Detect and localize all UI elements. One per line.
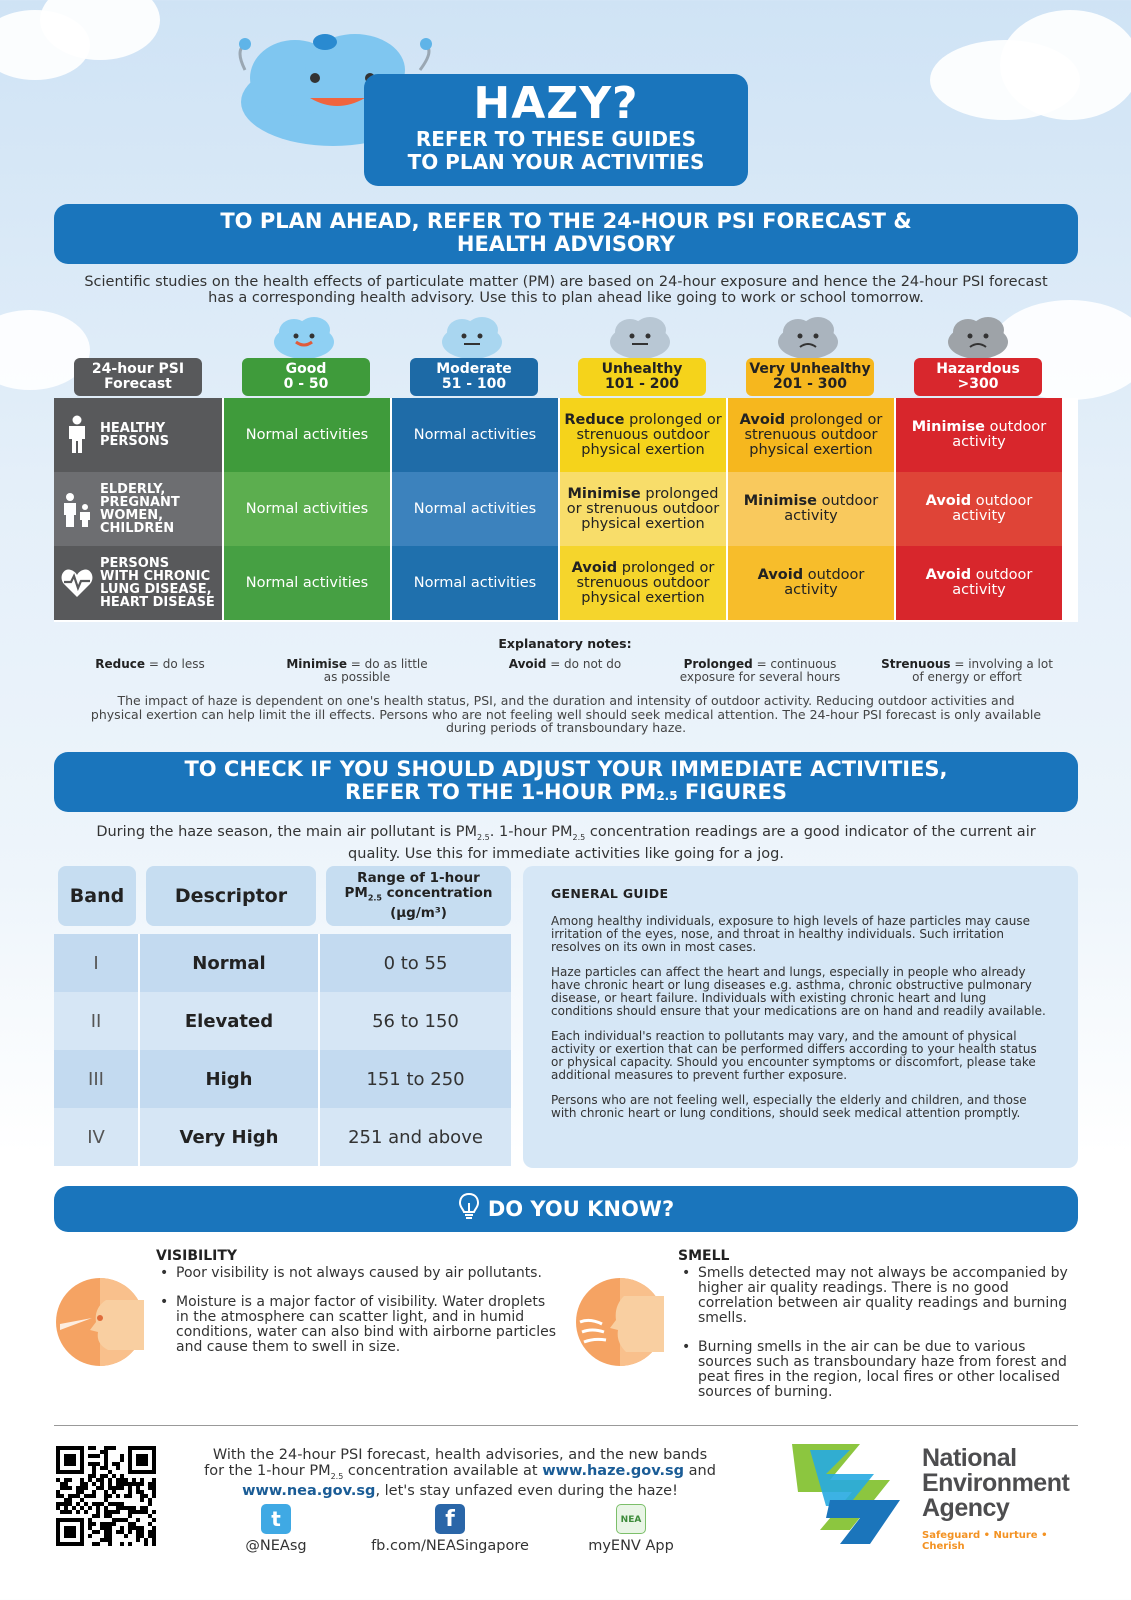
impact-line1: The impact of haze is dependent on one's health status, PSI, and the duration and intensity of outdoor activity. Reducing outdoor activities and [117,693,1015,708]
footer-text [190,1448,730,1499]
section2-title-line2 [54,781,1078,808]
advisory-keyword: Minimise [911,419,985,435]
section2-title-sub: 2.5 [656,789,678,803]
lightbulb-icon [458,1192,480,1227]
group-label-line: ELDERLY, [100,482,166,497]
pm-range: 56 to 150 [372,1010,459,1032]
pm-table-row [54,934,511,992]
section1-intro-line1: Scientific studies on the health effects of particulate matter (PM) are based on 24-hour exposure and hence the 24-hour PSI forecast [84,274,1048,290]
advisory-text [246,576,368,591]
section2-title-line2-suffix: FIGURES [677,780,787,804]
general-guide-paragraph: Among healthy individuals, exposure to high levels of haze particles may cause irritation of the eyes, nose, and throat in healthy individuals. Such irritation resolves on its own in most cases. [551,914,1031,954]
visibility-point: • Poor visibility is not always caused by air pollutants. [156,1266,556,1281]
group-label-line: LUNG DISEASE, [100,582,212,597]
advisory-rest: outdoor activity [952,419,1047,450]
twitter-icon: t [261,1504,291,1534]
advisory-cell [224,472,390,546]
note-def: = continuous [752,657,837,671]
footer-divider [54,1425,1078,1426]
advisory-text [414,502,536,517]
advisory-cell [728,472,894,546]
advisory-text [246,502,368,517]
general-guide-panel [523,866,1078,1168]
band-name: Hazardous [936,361,1020,377]
advisory-cell [560,398,726,472]
footer-line2-c: and [684,1462,716,1479]
advisory-text [564,413,722,458]
group-label [54,546,222,620]
general-guide-paragraph: Haze particles can affect the heart and lungs, especially in people who already have chronic heart or lung diseases e.g. asthma, chronic obstructive pulmonary disease, or heart failure. Individuals with existing chronic heart and lung conditions should ensure that your medications are on hand and readily available. [551,965,1046,1018]
footer-line2-b: concentration available at [343,1462,543,1479]
section1-intro-line2: has a corresponding health advisory. Use this to plan ahead like going to work or school tomorrow. [208,290,924,306]
band-range: 201 - 300 [772,376,847,392]
note-term: Strenuous [881,657,951,671]
pm-header-band-label: Band [69,885,125,907]
band-face-icon [272,312,336,360]
section1-banner [54,204,1078,264]
band-header-moderate [410,358,538,396]
intro-c: concentration readings are a good indicator of the current air [585,824,1036,840]
band-name: Moderate [436,361,512,377]
pm-band: IV [54,1108,140,1166]
pm-header-range-line3: (µg/m³) [390,904,447,921]
group-label-line: PREGNANT [100,495,180,510]
advisory-cell [560,472,726,546]
pm-descriptor: High [140,1050,320,1108]
pm-band: I [54,934,140,992]
advisory-rest: outdoor activity [952,567,1033,598]
page-title: HAZY? [473,78,639,129]
advisory-rest: Normal activities [245,500,369,517]
band-name: Unhealthy [601,361,683,377]
band-range: >300 [957,376,999,392]
pm-descriptor: Normal [140,934,320,992]
logo-line1: National [922,1444,1017,1472]
band-face-icon [608,312,672,360]
section3-banner [54,1186,1078,1232]
qr-code[interactable] [56,1446,156,1546]
impact-line3: during periods of transboundary haze. [445,720,687,735]
general-guide-paragraph: Each individual's reaction to pollutants may vary, and the amount of physical activity or exertion that can be performed differs according to your health status or physical capacity. Should you encounter symptoms or discomfort, please take additional measures to prevent further exposure. [551,1029,1037,1082]
pm-header-pm: PM [344,885,368,902]
note-def: = do as little [346,657,428,671]
general-guide-paragraphs [551,915,1050,1120]
nea-logo [790,1440,1080,1550]
note-def: = involving a lot [950,657,1053,671]
visibility-title: VISIBILITY [156,1248,238,1264]
nea-link[interactable]: www.nea.gov.sg [242,1482,376,1499]
note-def: = do not do [546,657,622,671]
twitter-link[interactable] [236,1504,316,1554]
impact-text [54,694,1078,735]
band-range: 51 - 100 [441,376,507,392]
advisory-rest: Normal activities [245,574,369,591]
pm-range: 0 to 55 [383,952,448,974]
impact-line2: physical exertion can help limit the ill effects. Persons who are not feeling well should seek medical attention. The 24-hour PSI forecast is only available [90,706,1042,722]
pm-descriptor: Very High [140,1108,320,1166]
footer-line2-a: for the 1-hour PM [204,1462,331,1479]
pm-table [54,866,511,1168]
band-range: 0 - 50 [283,376,329,392]
advisory-text [564,561,722,606]
haze-link[interactable]: www.haze.gov.sg [542,1462,685,1479]
facebook-icon: f [435,1504,465,1534]
advisory-cell [392,472,558,546]
intro-sub2: 2.5 [572,832,586,842]
psi-forecast-header [74,358,202,396]
advisory-cell [896,398,1062,472]
smell-point: • Burning smells in the air can be due to various sources such as transboundary haze from forest and peat fires in the region, local fires or other localised sources of burning. [678,1340,1078,1400]
pm-table-row [54,1108,511,1166]
advisory-keyword: Minimise [567,485,641,502]
advisory-cell [224,398,390,472]
band-range: 101 - 200 [604,376,679,392]
smell-icon [576,1278,664,1366]
group-label-line: WOMEN, [100,508,164,523]
logo-tagline: Safeguard • Nurture • Cherish [922,1530,1048,1552]
intro-b: . 1-hour PM [489,824,573,840]
advisory-cell [392,398,558,472]
band-header-very-unhealthy [746,358,874,396]
pm-header-range-line1: Range of 1-hour [357,870,480,887]
advisory-keyword: Reduce [564,411,625,428]
note-strenuous [862,658,1072,684]
advisory-rest: prolonged or strenuous outdoor physical exertion [566,485,720,532]
pm-table-row [54,992,511,1050]
group-label-text [100,557,215,609]
band-name: Good [285,361,327,377]
intro-a: During the haze season, the main air pollutant is PM [96,824,478,840]
section2-title-line1: TO CHECK IF YOU SHOULD ADJUST YOUR IMMEDIATE ACTIVITIES, [184,757,948,781]
group-label-line: PERSONS [100,434,170,449]
section1-intro [54,274,1078,306]
pm-header-band [58,866,136,926]
advisory-rest: Normal activities [245,426,369,443]
pm-header-conc: concentration [381,885,493,902]
note-def-line2: exposure for several hours [679,670,841,684]
advisory-keyword: Avoid [739,411,786,428]
section2-banner [54,752,1078,812]
smell-title: SMELL [678,1248,730,1264]
pm-band: III [54,1050,140,1108]
visibility-point: • Moisture is a major factor of visibility. Water droplets in the atmosphere can scatter light, and in humid conditions, water can also bind with airborne particles and cause them to swell in size. [156,1295,556,1355]
note-line [440,658,690,671]
pm-range: 151 to 250 [366,1068,465,1090]
myenv-app-label: myENV App [588,1538,674,1554]
twitter-handle: @NEAsg [245,1538,307,1554]
advisory-rest: outdoor activity [952,493,1033,524]
band-face-icon [776,312,840,360]
advisory-keyword: Avoid [925,567,972,583]
advisory-cell [392,546,558,620]
footer-line3-rest: , let's stay unfazed even during the haze! [375,1482,678,1499]
note-term: Avoid [508,657,547,671]
advisory-keyword: Minimise [743,493,817,509]
heart-pulse-icon [54,567,100,599]
cloud-decoration [1000,10,1131,120]
pm-header-range [326,866,511,926]
advisory-text [414,428,536,443]
advisory-cell [896,472,1062,546]
psi-header-line1: 24-hour PSI [91,361,185,377]
general-guide-paragraph: Persons who are not feeling well, especially the elderly and children, and those with chronic heart or lung conditions, should seek medical attention promptly. [551,1093,1027,1120]
advisory-text [732,413,890,458]
note-def: = do less [145,657,205,671]
footer-line2-sub: 2.5 [330,1471,344,1481]
advisory-rest: outdoor activity [784,493,879,524]
band-face-icon [946,312,1010,360]
group-label-line: HEART DISEASE [100,595,215,610]
footer-line3 [190,1484,730,1500]
advisory-rest: prolonged or strenuous outdoor physical exertion [576,411,722,458]
advisory-text [564,487,722,532]
family-icon [54,489,100,529]
pm-header-sub: 2.5 [367,893,382,903]
advisory-keyword: Avoid [571,559,618,576]
group-label-line: PERSONS [100,556,170,571]
title-box [364,74,748,186]
note-def-line2: as possible [323,670,391,684]
band-header-unhealthy [578,358,706,396]
advisory-rest: Normal activities [413,426,537,443]
advisory-text [414,576,536,591]
group-label-line: WITH CHRONIC [100,569,211,584]
section2-title-line2-text: REFER TO THE 1-HOUR PM [345,780,657,804]
smell-block [678,1248,1078,1414]
note-prolonged [660,658,860,684]
note-term: Reduce [95,657,146,671]
group-label-line: HEALTHY [100,421,166,436]
advisory-text [900,420,1058,450]
notes-title: Explanatory notes: [498,636,632,651]
general-guide-title: GENERAL GUIDE [551,886,669,901]
person-icon [54,415,100,455]
note-line [60,658,240,671]
smell-point: • Smells detected may not always be accompanied by higher air quality readings. There is no good correlation between air quality readings and burning smells. [678,1266,1078,1326]
advisory-text [900,494,1058,524]
advisory-cell [560,546,726,620]
pm-descriptor: Elevated [140,992,320,1050]
advisory-cell [224,546,390,620]
note-term: Minimise [286,657,347,671]
visibility-icon [56,1278,144,1366]
footer-line1: With the 24-hour PSI forecast, health advisories, and the new bands [212,1447,708,1463]
pm-table-row [54,1050,511,1108]
note-minimise [252,658,462,684]
advisory-rest: Normal activities [413,574,537,591]
note-def-line2: of energy or effort [912,670,1022,684]
nea-logo-text [922,1446,1069,1521]
intro-sub1: 2.5 [477,832,490,842]
group-label-line: CHILDREN [100,521,175,536]
advisory-keyword: Avoid [757,567,804,583]
section3-title: DO YOU KNOW? [487,1197,675,1221]
pm-header-descriptor-label: Descriptor [174,885,288,907]
page-subtitle-line2: TO PLAN YOUR ACTIVITIES [407,150,705,174]
band-name: Very Unhealthy [749,361,871,377]
facebook-handle: fb.com/NEASingapore [371,1538,529,1554]
section2-intro [54,824,1078,862]
section1-title-line2: HEALTH ADVISORY [456,232,676,256]
advisory-keyword: Avoid [925,493,972,509]
advisory-text [732,568,890,598]
footer-line2 [190,1464,730,1484]
pm-header-range-line2 [344,886,492,906]
section2-intro-line1 [54,824,1078,846]
note-reduce [60,658,240,671]
advisory-rest: outdoor activity [784,567,865,598]
advisory-cell [728,398,894,472]
group-label-text [100,422,169,448]
advisory-cell [896,546,1062,620]
section1-title-line1: TO PLAN AHEAD, REFER TO THE 24-HOUR PSI FORECAST & [220,209,912,233]
section2-intro-line2: quality. Use this for immediate activities like going for a jog. [348,845,784,862]
myenv-app-icon: NEA [616,1504,646,1534]
logo-line2: Environment [922,1469,1070,1497]
advisory-rest: prolonged or strenuous outdoor physical exertion [744,411,883,458]
visibility-block [156,1248,556,1369]
advisory-rest: prolonged or strenuous outdoor physical exertion [576,559,715,606]
advisory-text [732,494,890,524]
band-header-good [242,358,370,396]
band-header-hazardous [914,358,1042,396]
advisory-text [900,568,1058,598]
advisory-cell [728,546,894,620]
myenv-app-link[interactable] [576,1504,686,1554]
pm-band: II [54,992,140,1050]
note-avoid [440,658,690,671]
advisory-rest: Normal activities [413,500,537,517]
advisory-text [246,428,368,443]
logo-line3: Agency [922,1494,1010,1522]
facebook-link[interactable] [360,1504,540,1554]
psi-header-line2: Forecast [104,376,172,392]
group-label-text [100,483,180,535]
pm-range: 251 and above [348,1126,483,1148]
group-label [54,398,222,472]
page-subtitle-line1: REFER TO THESE GUIDES [415,127,697,151]
note-term: Prolonged [683,657,753,671]
pm-header-descriptor [146,866,316,926]
group-label [54,472,222,546]
band-face-icon [440,312,504,360]
